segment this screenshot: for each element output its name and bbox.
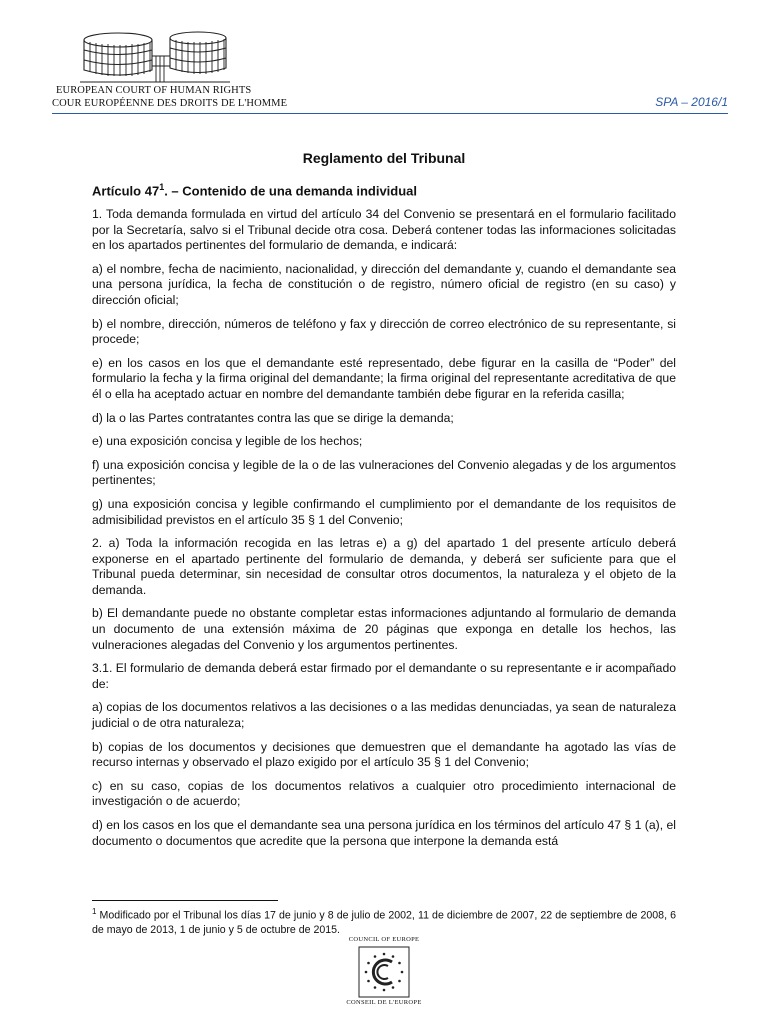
court-name-english: EUROPEAN COURT OF HUMAN RIGHTS bbox=[56, 85, 252, 96]
paragraph-3-1a: a) copias de los documentos relativos a las decisiones o a las medidas denunciadas, ya sean de naturaleza judicial o de otra naturaleza; bbox=[92, 700, 676, 731]
paragraph-3-1: 3.1. El formulario de demanda deberá estar firmado por el demandante o su representante e ir acompañado de: bbox=[92, 661, 676, 691]
paragraph-3-1b: b) copias de los documentos y decisiones que demuestren que el demandante ha agotado las vías de recurso internas y observado el plazo exigido por el artículo 35 § 1 del Convenio; bbox=[92, 739, 676, 770]
paragraph-1a: a) el nombre, fecha de nacimiento, nacionalidad, y dirección del demandante y, cuando el demandante sea una persona jurídica, la fecha de constitución o de registro, número oficial de registro (en su caso) y dirección oficial; bbox=[92, 261, 676, 307]
document-reference: SPA – 2016/1 bbox=[655, 95, 728, 109]
paragraph-3-1d: d) en los casos en los que el demandante sea una persona jurídica en los términos del artículo 47 § 1 (a), el documento o documentos que acredite que la persona que interpone la demanda está bbox=[92, 818, 676, 848]
footnote-text: Modificado por el Tribunal los días 17 de junio y 8 de julio de 2002, 11 de diciembre de 2007, 22 de septiembre de 2008, 6 de mayo de 2013, 1 de junio y 5 de octubre de 2015. bbox=[92, 909, 676, 936]
paragraph-1e: e) una exposición concisa y legible de los hechos; bbox=[92, 434, 363, 449]
council-of-europe-logo bbox=[344, 936, 424, 1007]
footnote bbox=[92, 905, 676, 937]
header-divider bbox=[52, 113, 728, 114]
document-title: Reglamento del Tribunal bbox=[302, 150, 466, 166]
court-building-logo bbox=[80, 26, 230, 88]
paragraph-1: 1. Toda demanda formulada en virtud del artículo 34 del Convenio se presentará en el formulario facilitado por la Secretaría, salvo si el Tribunal decide otra cosa. Deberá contener todas las informaciones solicitadas en los apartados pertinentes del formulario de demanda, e indicará: bbox=[92, 207, 676, 253]
article-number: Artículo 47 bbox=[92, 183, 160, 199]
footnote-mark: 1 bbox=[92, 907, 97, 916]
paragraph-2b: b) El demandante puede no obstante completar estas informaciones adjuntando al formulario de demanda un documento de una extensión máxima de 20 páginas que exponga en detalle los hechos, las vulneraciones alegadas del Convenio y los argumentos pertinentes. bbox=[92, 606, 676, 652]
article-subtitle: . – Contenido de una demanda individual bbox=[164, 183, 418, 199]
paragraph-3-1c: c) en su caso, copias de los documentos relativos a cualquier otro procedimiento internacional de investigación o de acuerdo; bbox=[92, 778, 676, 809]
article-body bbox=[92, 207, 676, 857]
footnote-reference: 1 bbox=[159, 182, 165, 192]
council-caption-top: COUNCIL OF EUROPE bbox=[348, 936, 420, 943]
court-name bbox=[52, 84, 312, 110]
paragraph-1f: f) una exposición concisa y legible de la o de las vulneraciones del Convenio alegadas y de los argumentos pertinentes; bbox=[92, 457, 676, 488]
council-caption-bottom: CONSEIL DE L'EUROPE bbox=[346, 999, 422, 1006]
council-emblem-icon bbox=[358, 946, 410, 998]
paragraph-1c: e) en los casos en los que el demandante esté representado, debe figurar en la casilla de “Poder” del formulario la fecha y la firma original del demandante; la firma original del representante acreditativa de que él o ella ha aceptado actuar en nombre del demandante también debe figurar en la referida casilla; bbox=[92, 355, 676, 401]
paragraph-2a: 2. a) Toda la información recogida en las letras e) a g) del apartado 1 del presente artículo deberá exponerse en el apartado pertinente del formulario de demanda, y deberá ser suficiente para que el Tribunal pueda determinar, sin necesidad de consultar otros documentos, la naturaleza y el objeto de la demanda. bbox=[92, 536, 676, 597]
paragraph-1b: b) el nombre, dirección, números de teléfono y fax y dirección de correo electrónico de su representante, si procede; bbox=[92, 316, 676, 347]
article-heading bbox=[92, 182, 417, 198]
paragraph-1d: d) la o las Partes contratantes contra las que se dirige la demanda; bbox=[92, 410, 454, 425]
footnote-divider bbox=[92, 900, 278, 901]
paragraph-1g: g) una exposición concisa y legible confirmando el cumplimiento por el demandante de los requisitos de admisibilidad previstos en el artículo 35 § 1 del Convenio; bbox=[92, 496, 676, 527]
court-name-french: COUR EUROPÉENNE DES DROITS DE L'HOMME bbox=[52, 98, 288, 109]
